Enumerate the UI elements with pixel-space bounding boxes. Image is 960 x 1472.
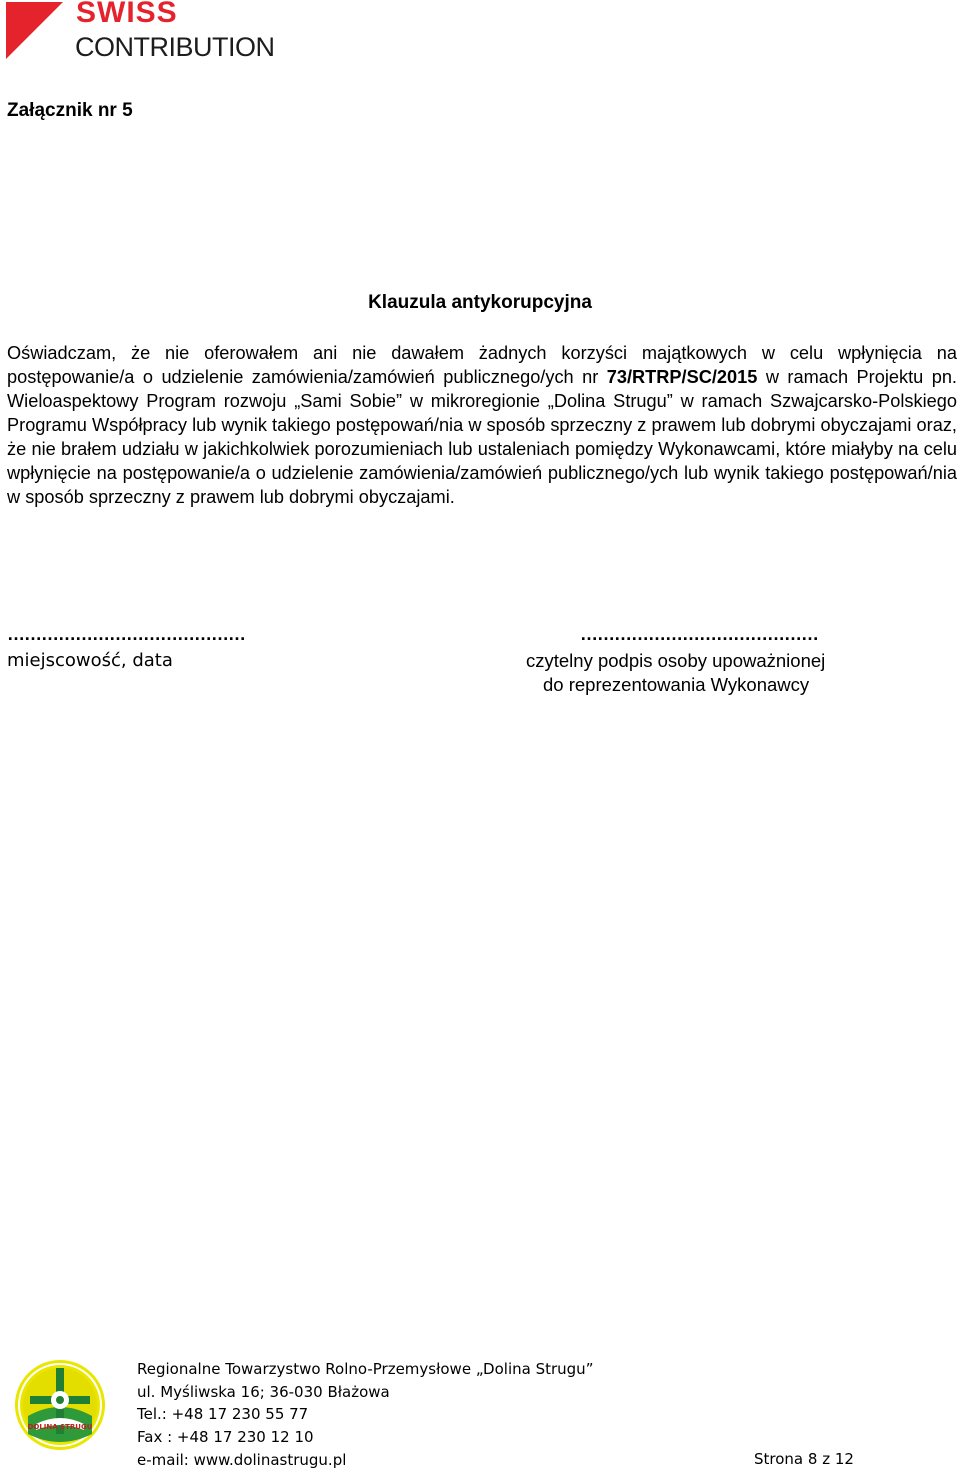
declaration-part-2: w ramach Projektu pn. Wieloaspektowy Program rozwoju „Sami Sobie” w mikroregionie „Dolina Strugu” w ramach Szwajcarsko-Polskiego Programu Współpracy lub wynik takiego postępowań/nia w sposób sprzeczny z prawem lub dobrymi obyczajami oraz, że nie brałem udziału w jakichkolwiek porozumieniach lub ustaleniach pomiędzy Wykonawcami, które miałyby na celu wpłynięcie na postępowanie/a o udzielenie zamówienia/zamówień publicznego/ych lub wynik takiego postępowań/nia w sposób sprzeczny z prawem lub dobrymi obyczajami. bbox=[7, 367, 957, 507]
logo-diagonal-cut bbox=[6, 2, 63, 59]
footer-phone: Tel.: +48 17 230 55 77 bbox=[137, 1405, 309, 1424]
declaration-paragraph bbox=[7, 341, 957, 509]
swiss-contribution-logo bbox=[6, 2, 296, 66]
page-title: Klauzula antykorupcyjna bbox=[368, 292, 592, 313]
footer-fax: Fax : +48 17 230 12 10 bbox=[137, 1428, 314, 1447]
signature-label-line-2: do reprezentowania Wykonawcy bbox=[543, 674, 810, 695]
place-date-dotted-line: …………………………………… bbox=[7, 624, 245, 644]
footer-email: e-mail: www.dolinastrugu.pl bbox=[137, 1450, 347, 1469]
dolina-strugu-logo bbox=[14, 1358, 106, 1452]
signature-dotted-line: …………………………………… bbox=[580, 624, 818, 644]
logo-word-swiss: SWISS bbox=[76, 0, 178, 29]
place-date-label: miejscowość, data bbox=[7, 650, 173, 671]
logo-word-contribution: CONTRIBUTION bbox=[75, 32, 275, 62]
declaration-part-1: Oświadczam, że nie oferowałem ani nie dawałem żadnych korzyści majątkowych w celu wpłynięcia na postępowanie/a o udzielenie zamówienia/zamówień publicznego/ych nr bbox=[7, 343, 957, 387]
footer-logo-text: DOLINA STRUGU bbox=[27, 1423, 93, 1431]
footer-org-name: Regionalne Towarzystwo Rolno-Przemysłowe „Dolina Strugu” bbox=[137, 1360, 594, 1378]
footer-contact-block bbox=[137, 1358, 593, 1472]
footer-address: ul. Myśliwska 16; 36-030 Błażowa bbox=[137, 1382, 390, 1401]
page-number: Strona 8 z 12 bbox=[754, 1450, 854, 1468]
reference-number: 73/RTRP/SC/2015 bbox=[606, 367, 758, 387]
signature-label-line-1: czytelny podpis osoby upoważnionej bbox=[526, 650, 826, 671]
annex-label: Załącznik nr 5 bbox=[7, 100, 133, 121]
